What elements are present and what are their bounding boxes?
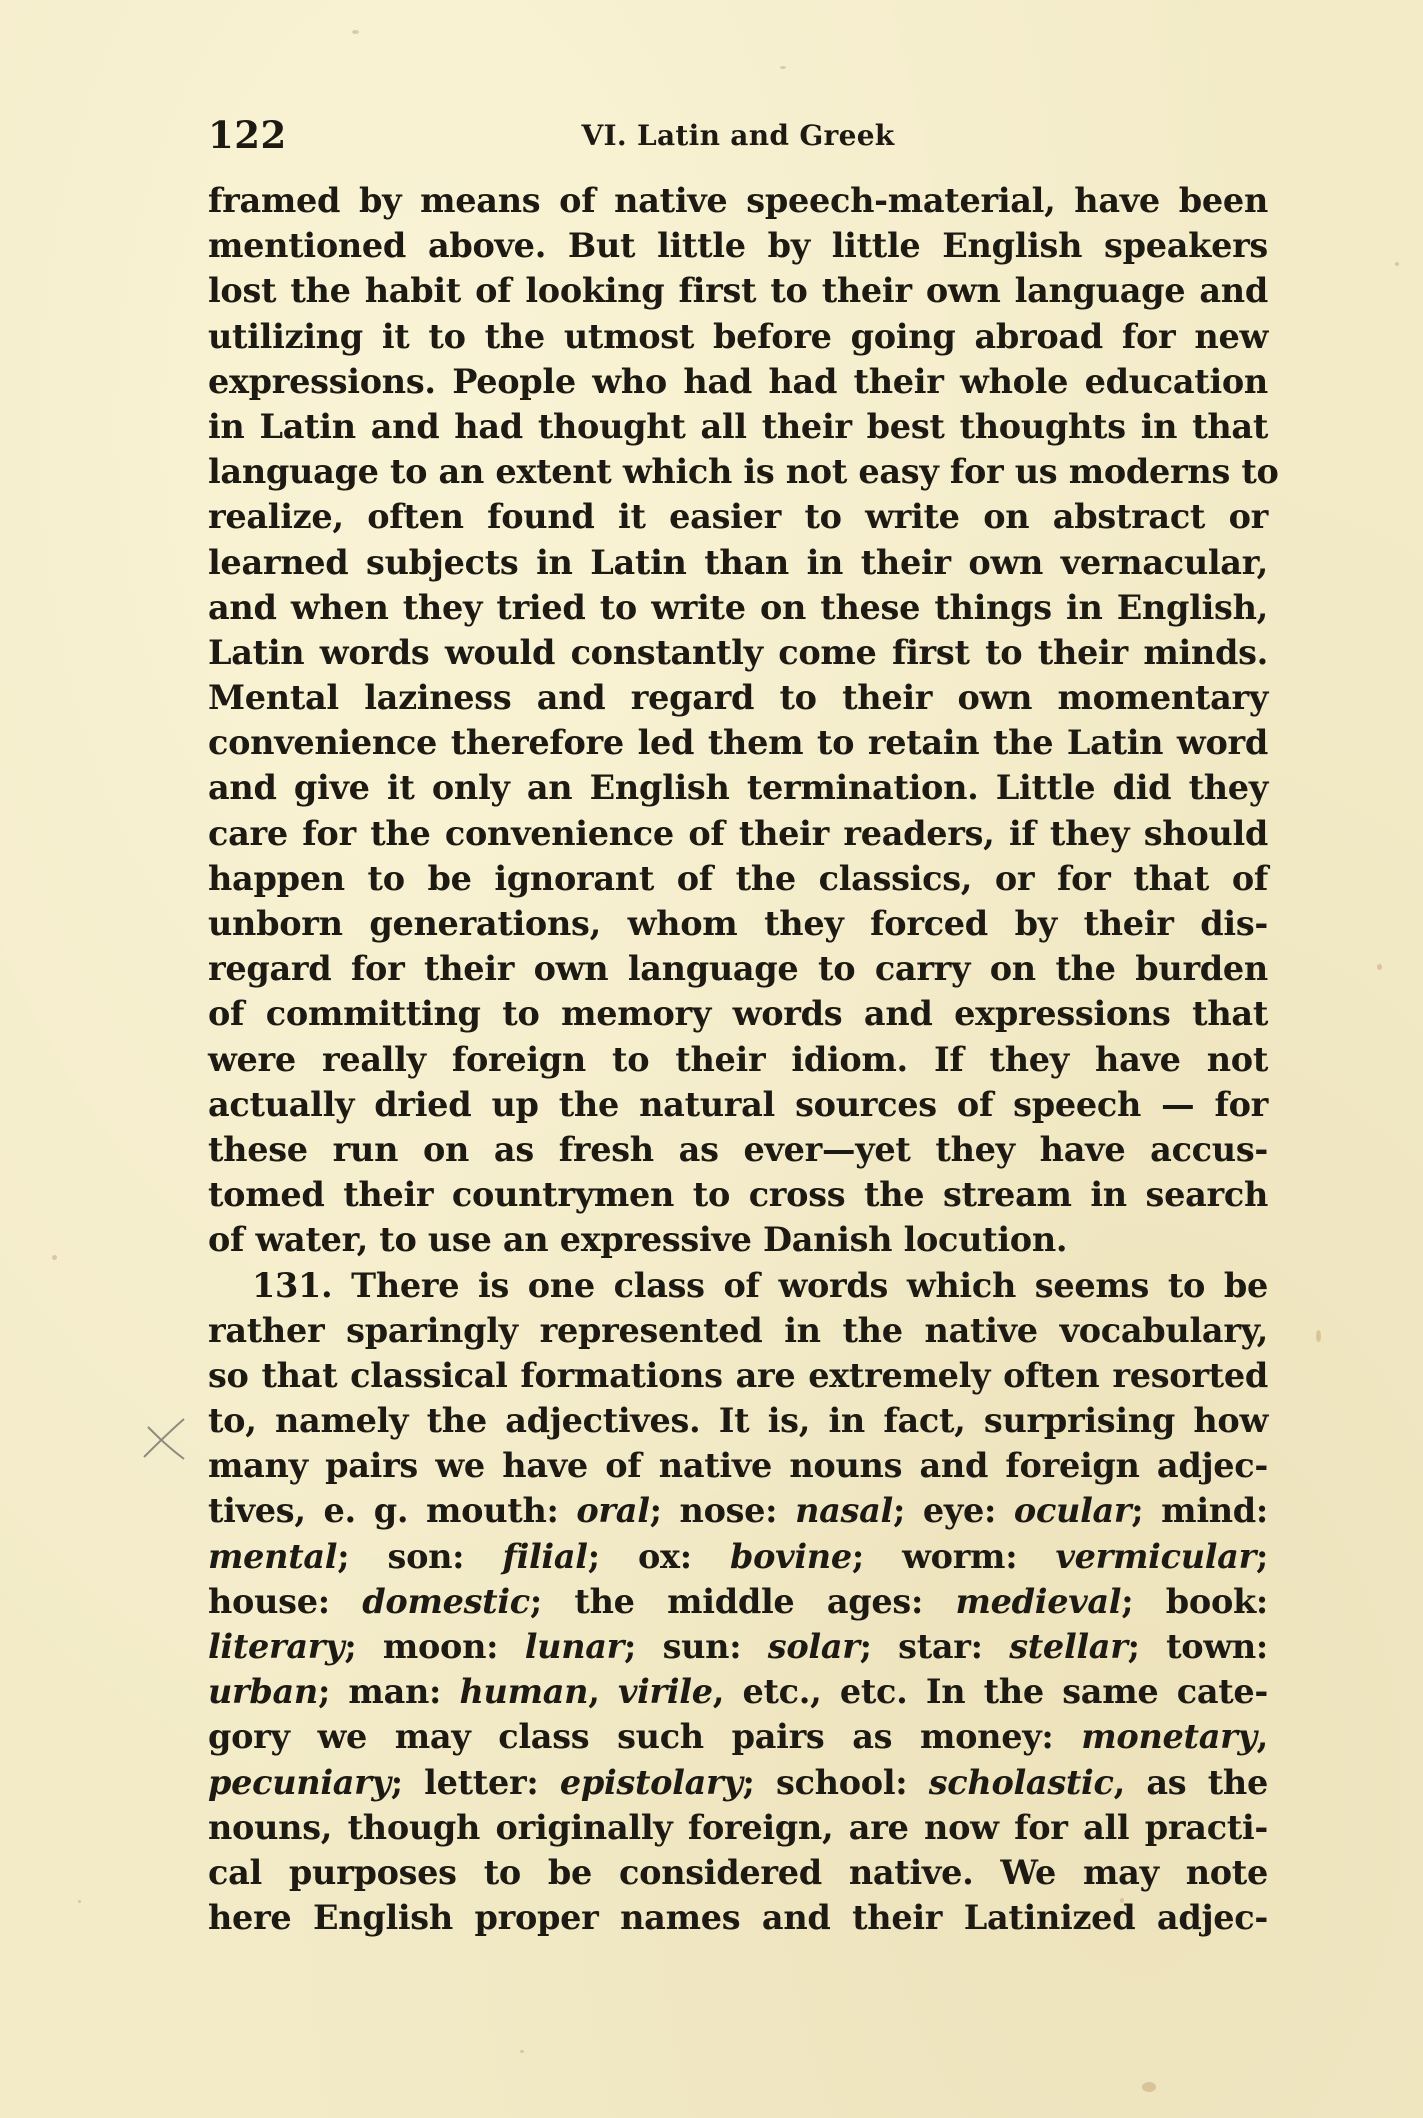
- text-line: and when they tried to write on these things in English,: [208, 587, 1268, 627]
- text-line: these run on as fresh as ever—yet they have accus-: [208, 1129, 1268, 1169]
- text-line: happen to be ignorant of the classics, or for that of: [208, 858, 1268, 898]
- text-line: here English proper names and their Latinized adjec-: [208, 1898, 1268, 1938]
- text-line: care for the convenience of their readers, if they should: [208, 813, 1268, 853]
- text-line: tomed their countrymen to cross the stream in search: [208, 1175, 1268, 1215]
- text-line: so that classical formations are extremely often resorted: [208, 1355, 1268, 1395]
- text-line: cal purposes to be considered native. We may note: [208, 1852, 1268, 1892]
- paper-speck: [1377, 964, 1382, 970]
- running-head: VI. Latin and Greek: [581, 119, 895, 152]
- text-line: of water, to use an expressive Danish locution.: [208, 1220, 1068, 1260]
- text-line: in Latin and had thought all their best thoughts in that: [208, 406, 1268, 446]
- text-line: actually dried up the natural sources of speech — for: [208, 1084, 1268, 1124]
- text-line: learned subjects in Latin than in their own vernacular,: [208, 542, 1268, 582]
- section-number: 131.: [252, 1265, 333, 1305]
- paper-speck: [78, 1900, 81, 1903]
- text-line: many pairs we have of native nouns and foreign adjec-: [208, 1446, 1268, 1486]
- page-number: 122: [208, 113, 287, 157]
- text-line: expressions. People who had had their whole education: [208, 361, 1268, 401]
- text-line: and give it only an English termination. Little did they: [208, 768, 1268, 808]
- text-line: 131. There is one class of words which seems to be: [252, 1265, 1268, 1305]
- text-line: urban; man: human, virile, etc., etc. In the same cate-: [208, 1672, 1269, 1712]
- paper-speck: [520, 2050, 524, 2053]
- text-line: regard for their own language to carry on the burden: [208, 949, 1268, 989]
- pencil-mark-icon: [138, 1413, 190, 1465]
- text-line: to, namely the adjectives. It is, in fact, surprising how: [208, 1401, 1268, 1441]
- text-line: mental; son: filial; ox: bovine; worm: vermicular;: [208, 1536, 1269, 1576]
- text-line: rather sparingly represented in the native vocabulary,: [208, 1310, 1268, 1350]
- text-line: were really foreign to their idiom. If they have not: [208, 1039, 1268, 1079]
- text-line: utilizing it to the utmost before going abroad for new: [208, 316, 1268, 356]
- text-line: Latin words would constantly come first to their minds.: [208, 632, 1268, 672]
- text-line: lost the habit of looking first to their own language and: [208, 271, 1268, 311]
- text-line: house: domestic; the middle ages: medieval; book:: [208, 1581, 1268, 1621]
- paper-speck: [1316, 1330, 1321, 1342]
- text-line: mentioned above. But little by little English speakers: [208, 226, 1268, 266]
- text-line: tives, e. g. mouth: oral; nose: nasal; eye: ocular; mind:: [208, 1491, 1268, 1531]
- text-line: of committing to memory words and expressions that: [208, 994, 1268, 1034]
- text-line: literary; moon: lunar; sun: solar; star: stellar; town:: [208, 1627, 1268, 1666]
- text-line: Mental laziness and regard to their own momentary: [208, 678, 1268, 718]
- text-line: pecuniary; letter: epistolary; school: scholastic, as the: [208, 1762, 1268, 1802]
- text-line: framed by means of native speech-material, have been: [208, 181, 1268, 220]
- paper-speck: [780, 66, 786, 69]
- text-line: convenience therefore led them to retain the Latin word: [208, 723, 1268, 763]
- text-line: realize, often found it easier to write on abstract or: [208, 497, 1268, 537]
- text-line: unborn generations, whom they forced by their dis-: [208, 904, 1268, 943]
- body-text: [208, 178, 1279, 1940]
- text-line: nouns, though originally foreign, are now for all practi-: [208, 1807, 1268, 1847]
- text-line: language to an extent which is not easy for us moderns to: [208, 452, 1279, 492]
- page-header: [208, 113, 1268, 163]
- text-line: gory we may class such pairs as money: monetary,: [208, 1717, 1268, 1757]
- paper-speck: [1395, 262, 1399, 266]
- paper-speck: [1142, 2082, 1156, 2092]
- paper-speck: [52, 1255, 57, 1260]
- paper-speck: [352, 30, 359, 34]
